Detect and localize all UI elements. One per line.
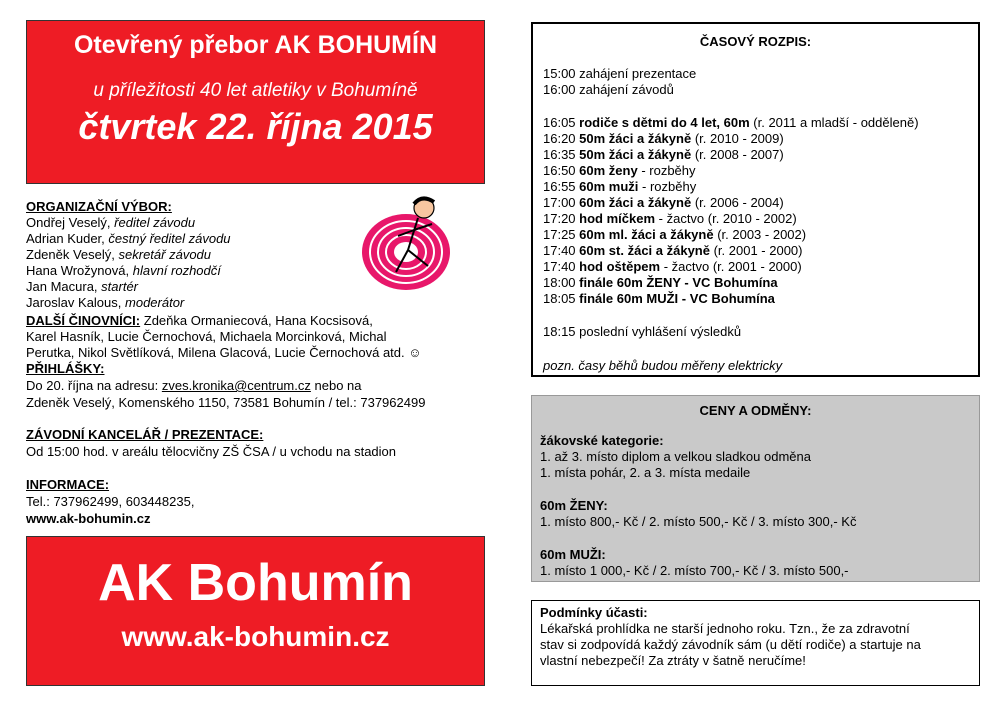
organizer-name: Hana Wrožynová,: [26, 263, 130, 278]
schedule-time: 18:05: [543, 291, 576, 306]
schedule-detail: zahájení závodů: [579, 82, 674, 97]
schedule-event: 60m ženy: [579, 163, 638, 178]
schedule-detail: zahájení prezentace: [579, 66, 697, 81]
schedule-event: finále 60m MUŽI - VC Bohumína: [579, 291, 775, 306]
schedule-event: 60m ml. žáci a žákyně: [579, 227, 714, 242]
event-subtitle: u příležitosti 40 let atletiky v Bohumíně: [93, 80, 418, 101]
registration-email-link[interactable]: zves.kronika@centrum.cz: [161, 378, 311, 393]
conditions-line-2: stav si zodpovídá každý závodník sám (u dětí rodiče) a startuje na: [540, 637, 921, 652]
registration-line-1: [26, 378, 362, 394]
schedule-event: hod míčkem: [579, 211, 656, 226]
prizes-women-heading: 60m ŽENY:: [540, 498, 608, 513]
staff-line-2: Karel Hasník, Lucie Černochová, Michaela Morcinková, Michal: [26, 329, 387, 344]
schedule-detail: (r. 2003 - 2002): [713, 227, 807, 242]
organizer-item: [26, 215, 195, 231]
organizer-role: startér: [101, 279, 139, 294]
prizes-youth-heading: žákovské kategorie:: [540, 433, 664, 448]
registration-heading: PŘIHLÁŠKY:: [26, 361, 105, 376]
organizer-item: [26, 263, 221, 279]
prizes-women: 1. místo 800,- Kč / 2. místo 500,- Kč / 3. místo 300,- Kč: [540, 514, 857, 529]
schedule-time: 17:00: [543, 195, 576, 210]
event-title: Otevřený přebor AK BOHUMÍN: [73, 31, 437, 59]
schedule-box: [531, 22, 980, 377]
schedule-row: [543, 195, 784, 211]
schedule-row: [543, 291, 775, 307]
schedule-time: 16:35: [543, 147, 576, 162]
schedule-row: [543, 211, 797, 227]
organizer-role: moderátor: [125, 295, 185, 310]
prizes-box: [531, 395, 980, 582]
schedule-time: 16:00: [543, 82, 576, 97]
conditions-heading: Podmínky účasti:: [540, 605, 648, 620]
prizes-men-heading: 60m MUŽI:: [540, 547, 606, 562]
conditions-line-1: Lékařská prohlídka ne starší jednoho roku. Tzn., že za zdravotní: [540, 621, 910, 636]
schedule-row: [543, 179, 696, 195]
schedule-row: [543, 131, 784, 147]
schedule-event: 60m žáci a žákyně: [579, 195, 692, 210]
schedule-time: 17:40: [543, 243, 576, 258]
info-phone: Tel.: 737962499, 603448235,: [26, 494, 195, 509]
schedule-row: [543, 227, 806, 243]
schedule-event: 60m st. žáci a žákyně: [579, 243, 710, 258]
schedule-time: 16:20: [543, 131, 576, 146]
schedule-event: 60m muži: [579, 179, 639, 194]
schedule-time: 16:05: [543, 115, 576, 130]
conditions-box: [531, 600, 980, 686]
organizer-item: [26, 279, 138, 295]
schedule-detail: (r. 2006 - 2004): [691, 195, 784, 210]
schedule-event: 50m žáci a žákyně: [579, 131, 692, 146]
registration-text: Do 20. října na adresu:: [26, 378, 162, 393]
schedule-detail: - žactvo (r. 2001 - 2000): [660, 259, 802, 274]
club-web-link[interactable]: www.ak-bohumin.cz: [121, 621, 390, 652]
prizes-youth-1: 1. až 3. místo diplom a velkou sladkou odměna: [540, 449, 811, 464]
schedule-event: 50m žáci a žákyně: [579, 147, 692, 162]
organizer-name: Ondřej Veselý,: [26, 215, 111, 230]
club-name: AK Bohumín: [98, 554, 413, 612]
organizer-name: Adrian Kuder,: [26, 231, 105, 246]
organizer-name: Jaroslav Kalous,: [26, 295, 122, 310]
schedule-time: 17:20: [543, 211, 576, 226]
schedule-time: 17:40: [543, 259, 576, 274]
schedule-time: 16:50: [543, 163, 576, 178]
office-text: Od 15:00 hod. v areálu tělocvičny ZŠ ČSA / u vchodu na stadion: [26, 444, 396, 459]
schedule-time: 17:25: [543, 227, 576, 242]
registration-line-2: Zdeněk Veselý, Komenského 1150, 73581 Bohumín / tel.: 737962499: [26, 395, 426, 410]
schedule-row: [543, 66, 696, 82]
registration-text-post: nebo na: [310, 378, 362, 393]
staff-line-3: Perutka, Nikol Světlíková, Milena Glacová, Lucie Černochová atd. ☺: [26, 345, 422, 360]
schedule-time: 18:00: [543, 275, 576, 290]
schedule-row: [543, 243, 802, 259]
event-date: čtvrtek 22. října 2015: [78, 106, 433, 147]
runner-logo-icon: [356, 190, 466, 300]
schedule-time: 18:15: [543, 324, 576, 339]
club-banner: [26, 536, 485, 686]
schedule-detail: - žactvo (r. 2010 - 2002): [655, 211, 797, 226]
schedule-detail: (r. 2001 - 2000): [709, 243, 803, 258]
office-heading: ZÁVODNÍ KANCELÁŘ / PREZENTACE:: [26, 427, 264, 442]
organizer-role: čestný ředitel závodu: [108, 231, 231, 246]
conditions-line-3: vlastní nebezpečí! Za ztráty v šatně neručíme!: [540, 653, 806, 668]
schedule-event: finále 60m ŽENY - VC Bohumína: [579, 275, 778, 290]
schedule-detail: (r. 2010 - 2009): [691, 131, 784, 146]
info-heading: INFORMACE:: [26, 477, 110, 492]
info-web-link[interactable]: www.ak-bohumin.cz: [26, 511, 151, 526]
schedule-note: pozn. časy běhů budou měřeny elektricky: [543, 358, 783, 373]
schedule-event: rodiče s dětmi do 4 let, 60m: [579, 115, 750, 130]
schedule-event: hod oštěpem: [579, 259, 661, 274]
organizer-item: [26, 231, 231, 247]
schedule-detail: - rozběhy: [637, 163, 696, 178]
schedule-detail: - rozběhy: [638, 179, 697, 194]
schedule-detail: (r. 2008 - 2007): [691, 147, 784, 162]
schedule-title: ČASOVÝ ROZPIS:: [699, 34, 812, 49]
organizer-role: sekretář závodu: [118, 247, 212, 262]
organizer-name: Zdeněk Veselý,: [26, 247, 115, 262]
organizer-role: hlavní rozhodčí: [132, 263, 221, 278]
prizes-title: CENY A ODMĚNY:: [699, 403, 812, 418]
schedule-detail: (r. 2011 a mladší - odděleně): [749, 115, 919, 130]
prizes-youth-2: 1. místa pohár, 2. a 3. místa medaile: [540, 465, 751, 480]
schedule-row: [543, 82, 674, 98]
schedule-row: [543, 115, 919, 131]
staff-text-1: Zdeňka Ormaniecová, Hana Kocsisová,: [143, 313, 373, 328]
schedule-time: 16:55: [543, 179, 576, 194]
schedule-row: [543, 324, 741, 340]
event-banner: [26, 20, 485, 184]
staff-line-1: [26, 313, 373, 329]
organizer-item: [26, 247, 211, 263]
organizer-name: Jan Macura,: [26, 279, 98, 294]
schedule-detail: poslední vyhlášení výsledků: [579, 324, 742, 339]
staff-heading: DALŠÍ ČINOVNÍCI:: [26, 313, 141, 328]
prizes-men: 1. místo 1 000,- Kč / 2. místo 700,- Kč / 3. místo 500,-: [540, 563, 849, 578]
schedule-row: [543, 147, 784, 163]
schedule-row: [543, 163, 696, 179]
organizers-heading: ORGANIZAČNÍ VÝBOR:: [26, 199, 172, 214]
schedule-row: [543, 275, 778, 291]
organizer-item: [26, 295, 184, 311]
schedule-time: 15:00: [543, 66, 576, 81]
schedule-row: [543, 259, 802, 275]
organizer-role: ředitel závodu: [114, 215, 196, 230]
